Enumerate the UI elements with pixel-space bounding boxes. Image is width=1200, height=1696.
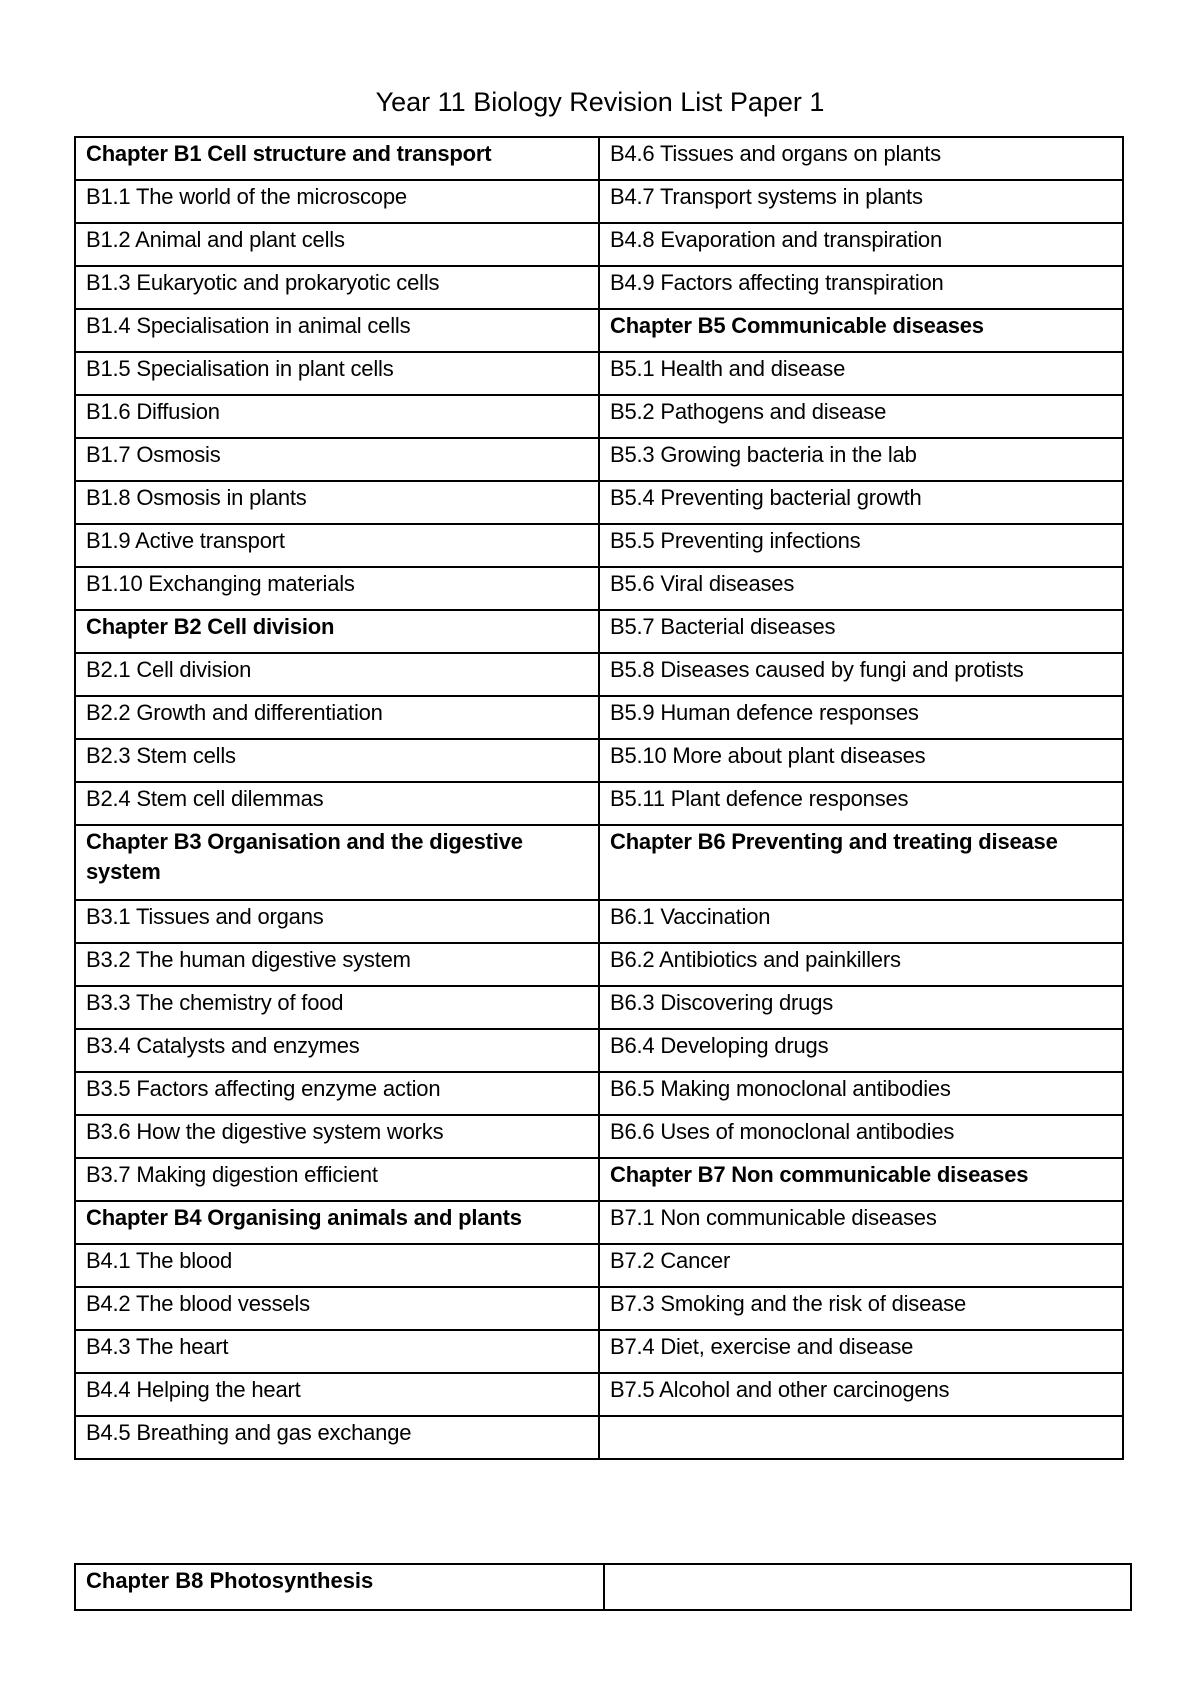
topic-cell: B1.2 Animal and plant cells [75,223,599,266]
table-cell-left: Chapter B8 Photosynthesis [74,1563,605,1611]
table-row [75,1416,1123,1459]
chapter-heading-cell: Chapter B3 Organisation and the digestive system [75,825,599,900]
topic-cell: B5.9 Human defence responses [599,696,1123,739]
topic-cell: B3.3 The chemistry of food [75,986,599,1029]
table-row [75,696,1123,739]
topic-cell: B5.7 Bacterial diseases [599,610,1123,653]
topic-cell: B6.6 Uses of monoclonal antibodies [599,1115,1123,1158]
topic-cell: B5.10 More about plant diseases [599,739,1123,782]
chapter-heading-cell: Chapter B6 Preventing and treating disease [599,825,1123,900]
topic-cell: B4.6 Tissues and organs on plants [599,137,1123,180]
table-row [75,825,1123,900]
table-row [75,1330,1123,1373]
topic-cell [599,1416,1123,1459]
topic-cell: B5.4 Preventing bacterial growth [599,481,1123,524]
table-row-final [74,1563,1132,1611]
topic-cell: B5.6 Viral diseases [599,567,1123,610]
topic-cell: B6.5 Making monoclonal antibodies [599,1072,1123,1115]
topic-cell: B1.4 Specialisation in animal cells [75,309,599,352]
topic-cell: B5.1 Health and disease [599,352,1123,395]
topic-cell: B1.8 Osmosis in plants [75,481,599,524]
topic-cell: B5.3 Growing bacteria in the lab [599,438,1123,481]
topic-cell: B6.1 Vaccination [599,900,1123,943]
table-row [75,395,1123,438]
chapter-heading-cell: Chapter B4 Organising animals and plants [75,1201,599,1244]
table-row [75,1373,1123,1416]
topic-cell: B7.1 Non communicable diseases [599,1201,1123,1244]
topic-cell: B1.7 Osmosis [75,438,599,481]
topic-cell: B4.1 The blood [75,1244,599,1287]
topic-cell: B7.5 Alcohol and other carcinogens [599,1373,1123,1416]
topic-cell: B4.3 The heart [75,1330,599,1373]
topic-cell: B2.4 Stem cell dilemmas [75,782,599,825]
topic-cell: B4.7 Transport systems in plants [599,180,1123,223]
topic-cell: B4.8 Evaporation and transpiration [599,223,1123,266]
topic-cell: B4.2 The blood vessels [75,1287,599,1330]
topic-cell: B1.10 Exchanging materials [75,567,599,610]
topic-cell: B4.9 Factors affecting transpiration [599,266,1123,309]
chapter-heading-cell: Chapter B7 Non communicable diseases [599,1158,1123,1201]
table-row [75,524,1123,567]
topic-cell: B6.3 Discovering drugs [599,986,1123,1029]
table-row [75,223,1123,266]
topic-cell: B6.2 Antibiotics and painkillers [599,943,1123,986]
table-row [75,782,1123,825]
table-cell-right [603,1563,1132,1611]
topic-cell: B1.1 The world of the microscope [75,180,599,223]
table-row [75,352,1123,395]
topic-cell: B1.3 Eukaryotic and prokaryotic cells [75,266,599,309]
page-title: Year 11 Biology Revision List Paper 1 [375,87,825,117]
topic-cell: B4.4 Helping the heart [75,1373,599,1416]
topic-cell: B2.1 Cell division [75,653,599,696]
revision-table [74,136,1124,1460]
topic-cell: B5.8 Diseases caused by fungi and protists [599,653,1123,696]
table-body [75,137,1123,1459]
topic-cell: B7.3 Smoking and the risk of disease [599,1287,1123,1330]
table-row [75,180,1123,223]
topic-cell: B3.6 How the digestive system works [75,1115,599,1158]
topic-cell: B3.7 Making digestion efficient [75,1158,599,1201]
table-row [75,1115,1123,1158]
table-row [75,739,1123,782]
topic-cell: B3.1 Tissues and organs [75,900,599,943]
table-row [75,309,1123,352]
table-row [75,137,1123,180]
table-row [75,567,1123,610]
table-row [75,986,1123,1029]
topic-cell: B3.4 Catalysts and enzymes [75,1029,599,1072]
topic-cell: B3.2 The human digestive system [75,943,599,986]
table-row [75,266,1123,309]
table-row [75,1029,1123,1072]
topic-cell: B5.5 Preventing infections [599,524,1123,567]
topic-cell: B2.2 Growth and differentiation [75,696,599,739]
topic-cell: B1.5 Specialisation in plant cells [75,352,599,395]
table-row [75,943,1123,986]
topic-cell: B6.4 Developing drugs [599,1029,1123,1072]
table-row [75,900,1123,943]
topic-cell: B5.11 Plant defence responses [599,782,1123,825]
topic-cell: B1.9 Active transport [75,524,599,567]
table-row [75,1201,1123,1244]
topic-cell: B7.2 Cancer [599,1244,1123,1287]
table-row [75,481,1123,524]
table-row [75,610,1123,653]
chapter-heading-cell: Chapter B5 Communicable diseases [599,309,1123,352]
topic-cell: B2.3 Stem cells [75,739,599,782]
table-row [75,653,1123,696]
chapter-heading-cell: Chapter B1 Cell structure and transport [75,137,599,180]
chapter-heading-cell: Chapter B2 Cell division [75,610,599,653]
topic-cell: B1.6 Diffusion [75,395,599,438]
topic-cell: B7.4 Diet, exercise and disease [599,1330,1123,1373]
topic-cell: B5.2 Pathogens and disease [599,395,1123,438]
table-row [75,1158,1123,1201]
topic-cell: B4.5 Breathing and gas exchange [75,1416,599,1459]
table-row [75,1072,1123,1115]
table-row [75,438,1123,481]
table-row [75,1244,1123,1287]
topic-cell: B3.5 Factors affecting enzyme action [75,1072,599,1115]
table-row [75,1287,1123,1330]
